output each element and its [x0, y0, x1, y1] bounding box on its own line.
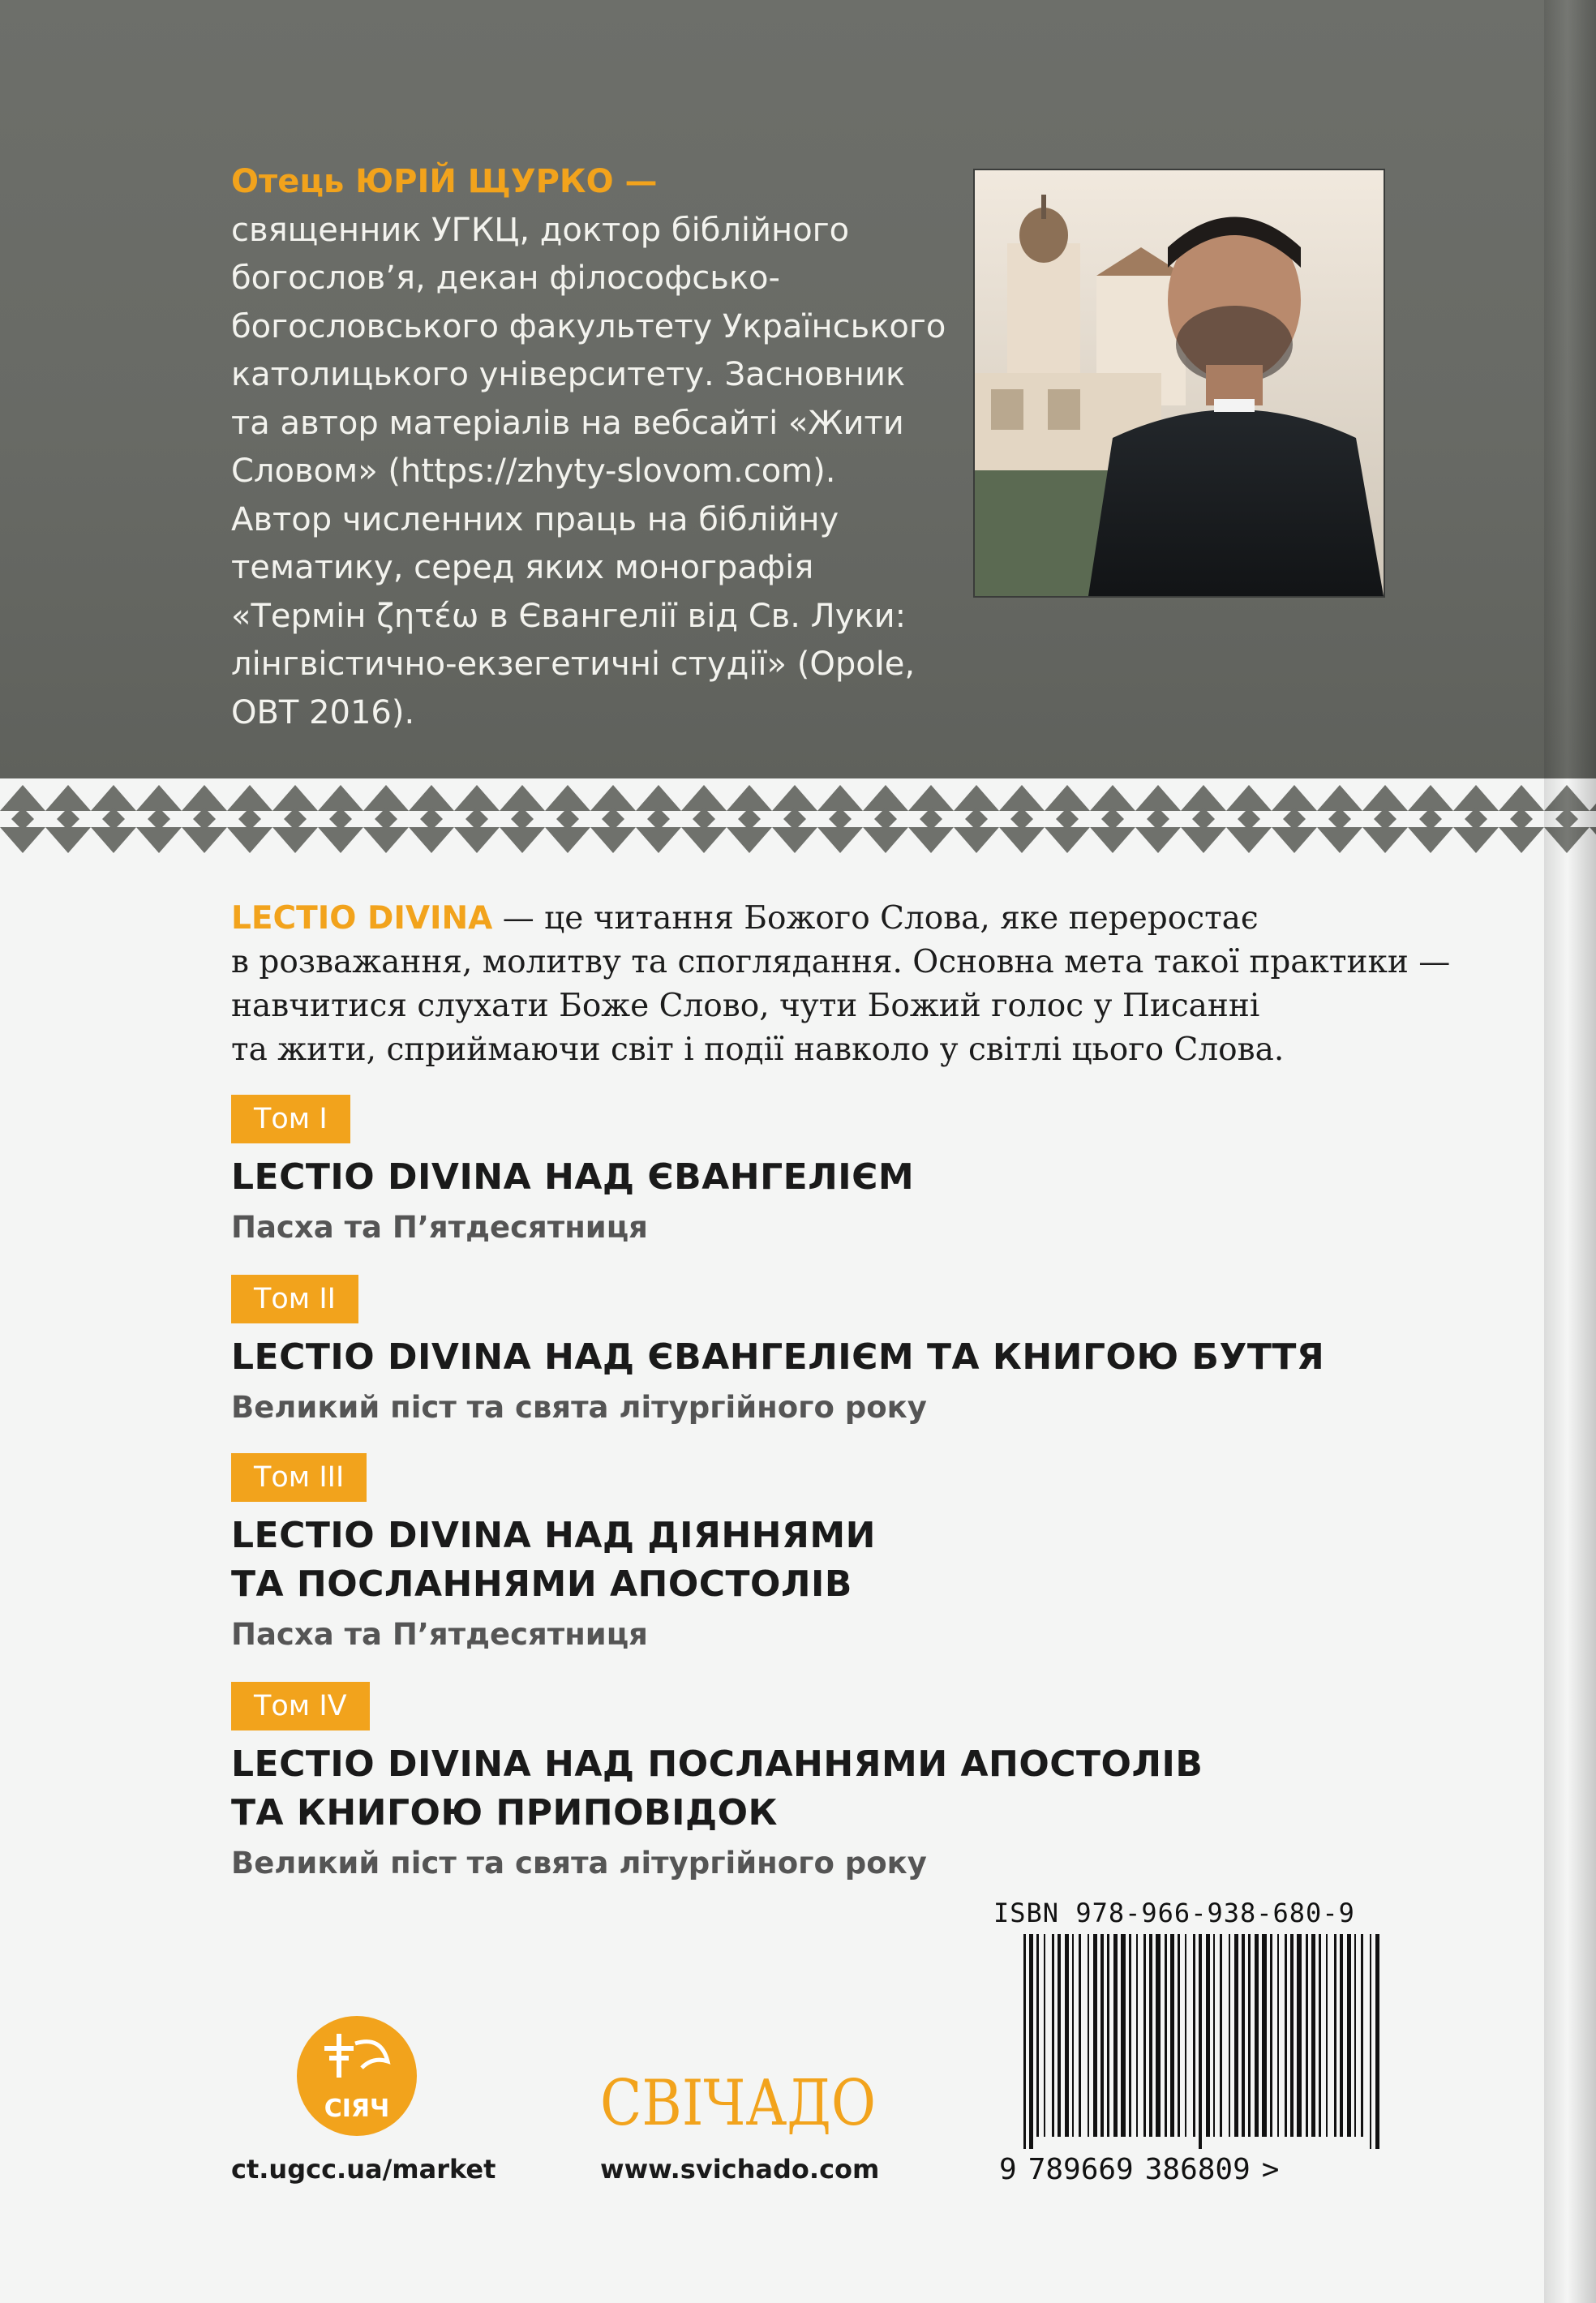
author-portrait-image: [975, 170, 1384, 596]
volume-title: [231, 1512, 1448, 1609]
bio-line: Автор численних праць на біблійну: [231, 500, 839, 538]
volume-title-line: LECTIO DIVINA НАД ЄВАНГЕЛІЄМ: [231, 1156, 915, 1198]
volume-title-line: ТА КНИГОЮ ПРИПОВІДОК: [231, 1792, 778, 1833]
ornament-pattern: [0, 778, 1596, 860]
volume-2: [231, 1275, 1448, 1429]
bio-line: та автор матеріалів на вебсайті «Жити: [231, 404, 904, 442]
volume-badge: Том I: [231, 1095, 350, 1143]
siyach-logo: [292, 2011, 422, 2141]
ornament-border: [0, 778, 1596, 860]
barcode-digit-group: 9: [999, 2153, 1017, 2186]
volume-subtitle: Пасха та П’ятдесятниця: [231, 1210, 648, 1245]
volume-badge: Том IV: [231, 1682, 370, 1730]
bio-line: священник УГКЦ, доктор біблійного: [231, 211, 850, 249]
intro-line: та жити, сприймаючи світ і події навколо у світлі цього Слова.: [231, 1031, 1285, 1068]
svichado-url[interactable]: www.svichado.com: [600, 2154, 880, 2185]
intro-lead: LECTIO DIVINA: [231, 900, 493, 937]
lectio-intro: [231, 897, 1480, 1072]
svichado-logo-text: СВІЧАДО: [600, 2067, 876, 2140]
intro-line: — це читання Божого Слова, яке переростає: [492, 900, 1259, 937]
bio-line: Словом» (https://zhyty-slovom.com).: [231, 452, 836, 490]
intro-line: навчитися слухати Боже Слово, чути Божий голос у Писанні: [231, 988, 1260, 1024]
siyach-logo-text: СІЯЧ: [324, 2095, 390, 2123]
author-photo: [973, 169, 1385, 598]
author-bio: [231, 158, 969, 737]
bio-line: OBT 2016).: [231, 693, 415, 731]
volume-subtitle: Великий піст та свята літургійного року: [231, 1846, 927, 1881]
volume-badge: Том III: [231, 1453, 367, 1502]
volume-title: [231, 1153, 1448, 1202]
volume-subtitle: Великий піст та свята літургійного року: [231, 1390, 927, 1425]
volume-badge: Том II: [231, 1275, 358, 1323]
barcode-digit-group: 386809: [1144, 2153, 1251, 2186]
volume-3: [231, 1453, 1448, 1656]
volume-1: [231, 1095, 1448, 1249]
bio-line: лінгвістично-екзегетичні студії» (Opole,: [231, 645, 916, 683]
isbn-label: ISBN 978-966-938-680-9: [993, 1898, 1355, 1928]
volume-subtitle: Пасха та П’ятдесятниця: [231, 1617, 648, 1652]
volume-title: [231, 1740, 1448, 1838]
author-name: Отець ЮРІЙ ЩУРКО —: [231, 163, 658, 200]
siyach-url[interactable]: ct.ugcc.ua/market: [231, 2154, 496, 2185]
bio-line: богословського факультету Українського: [231, 307, 946, 345]
barcode: [1023, 1934, 1380, 2149]
volume-title-line: ТА ПОСЛАННЯМИ АПОСТОЛІВ: [231, 1563, 852, 1605]
bio-line: католицького університету. Засновник: [231, 356, 906, 393]
volume-title-line: LECTIO DIVINA НАД ДІЯННЯМИ: [231, 1515, 876, 1556]
svichado-logo: [592, 2044, 884, 2149]
volume-title: [231, 1333, 1448, 1382]
barcode-digits: [999, 2153, 1388, 2186]
volume-title-line: LECTIO DIVINA НАД ПОСЛАННЯМИ АПОСТОЛІВ: [231, 1743, 1203, 1785]
volume-title-line: LECTIO DIVINA НАД ЄВАНГЕЛІЄМ ТА КНИГОЮ БУТТЯ: [231, 1336, 1325, 1378]
bio-line: тематику, серед яких монографія: [231, 549, 814, 586]
bio-line: богослов’я, декан філософсько-: [231, 259, 780, 297]
volume-4: [231, 1682, 1448, 1885]
intro-line: в розважання, молитву та споглядання. Основна мета такої практики —: [231, 944, 1451, 980]
bio-line: «Термін ζητέω в Євангелії від Св. Луки:: [231, 597, 907, 635]
barcode-digit-group: 789669: [1028, 2153, 1134, 2186]
barcode-digit-group: >: [1261, 2153, 1280, 2186]
